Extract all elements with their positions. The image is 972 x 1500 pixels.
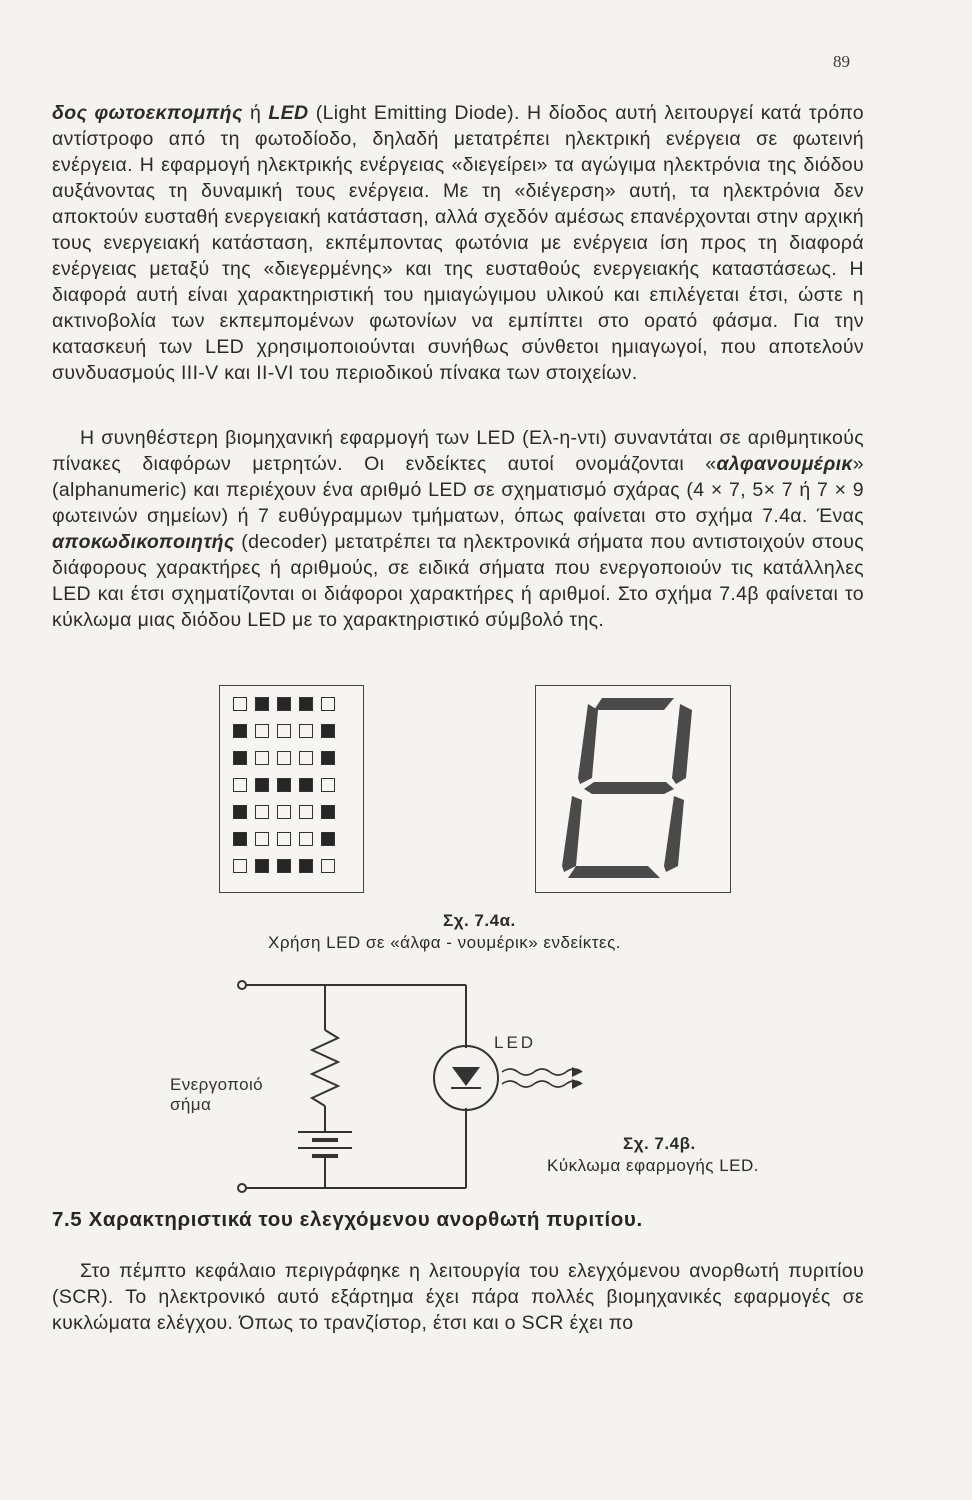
segment-g xyxy=(584,782,674,794)
led-dot-on xyxy=(321,805,335,819)
led-dot-off xyxy=(299,832,313,846)
section-heading: 7.5 Χαρακτηριστικά του ελεγχόμενου ανορθωτή πυριτίου. xyxy=(52,1208,643,1231)
segment-a xyxy=(594,698,674,710)
text-segment: ή xyxy=(242,102,269,124)
led-dot-on xyxy=(277,778,291,792)
dot-matrix-grid xyxy=(233,697,335,873)
led-dot-off xyxy=(255,751,269,765)
led-dot-off xyxy=(233,697,247,711)
segment-b xyxy=(672,704,692,784)
led-dot-on xyxy=(299,859,313,873)
figure-b-caption-text: Κύκλωμα εφαρμογής LED. xyxy=(547,1156,760,1175)
signal-label xyxy=(170,1075,263,1115)
led-dot-off xyxy=(255,832,269,846)
figure-b-caption-number: Σχ. 7.4β. xyxy=(623,1134,696,1153)
paragraph-led-applications xyxy=(52,425,864,633)
led-dot-off xyxy=(299,751,313,765)
led-dot-off xyxy=(277,832,291,846)
led-dot-off xyxy=(233,778,247,792)
paragraph-scr-intro xyxy=(52,1258,864,1336)
led-dot-off xyxy=(233,859,247,873)
seven-segment-svg xyxy=(536,686,732,894)
led-dot-off xyxy=(321,778,335,792)
led-dot-on xyxy=(321,751,335,765)
page-number: 89 xyxy=(833,52,850,71)
signal-label-line2: σήμα xyxy=(170,1095,212,1114)
led-dot-on xyxy=(299,778,313,792)
led-dot-off xyxy=(277,724,291,738)
segment-d xyxy=(568,866,660,878)
seven-segment-display xyxy=(535,685,731,893)
segment-e xyxy=(562,796,582,872)
led-dot-off xyxy=(321,859,335,873)
led-dot-on xyxy=(277,697,291,711)
text-segment: (decoder) μετατρέπει τα ηλεκτρονικά σήματα που αντιστοιχούν στους διάφορους χαρακτήρες ή αριθμούς, σε ειδικά σήματα που ενεργοποιούν τις κατάλληλες LED και έτσι σχηματίζονται οι διάφοροι χαρακτήρες ή αριθμοί. Στο σχήμα 7.4β φαίνεται το κύκλωμα μιας διόδου LED με το χαρακτηριστικό σύμβολό της. xyxy=(52,531,864,631)
led-dot-on xyxy=(255,697,269,711)
text-segment: Στο πέμπτο κεφάλαιο περιγράφηκε η λειτουργία του ελεγχόμενου ανορθωτή πυριτίου (SCR). Το ηλεκτρονικό αυτό εξάρτημα έχει πάρα πολλές βιομηχανικές εφαρμογές σε κυκλώματα ελέγχου. Όπως το τρανζίστορ, έτσι και ο SCR έχει πο xyxy=(52,1260,864,1334)
led-dot-off xyxy=(299,724,313,738)
led-dot-on xyxy=(233,724,247,738)
led-dot-off xyxy=(255,724,269,738)
segment-c xyxy=(664,796,684,872)
led-dot-off xyxy=(277,751,291,765)
text-segment: Η συνηθέστερη βιομηχανική εφαρμογή των LED (Ελ-η-ντι) συναντάται σε αριθμητικούς πίνακες διαφόρων μετρητών. Οι ενδείκτες αυτοί ονομάζονται « xyxy=(52,427,864,475)
text-segment: (Light Emitting Diode). Η δίοδος αυτή λειτουργεί κατά τρόπο αντίστροφο από τη φωτοδίοδο, δηλαδή μετατρέπει ηλεκτρική ενέργεια σε φωτεινή ενέργεια. Η εφαρμογή ηλεκτρικής ενέργειας «διεγείρει» τα αγώγιμα ηλεκτρόνια της διόδου αυξάνοντας τη δυναμική τους ενέργεια. Με τη «διέγερση» αυτή, τα ηλεκτρόνια δεν αποκτούν ευσταθή ενεργειακή κατάσταση, αλλά σχεδόν αμέσως επανέρχονται στην αρχική τους ενεργειακή κατάσταση, εκπέμποντας φωτόνια με ενέργεια ίση προς τη διαφορά ενέργειας μεταξύ της «διεγερμένης» και της ευσταθούς ενεργειακής καταστάσεως. Η διαφορά αυτή είναι χαρακτηριστική του ημιαγώγιμου υλικού και επιλέγεται έτσι, ώστε η ακτινοβολία των εκπεμπομένων φωτονίων να εμπίπτει στο ορατό φάσμα. Για την κατασκευή των LED χρησιμοποιούνται συνήθως σύνθετοι ημιαγωγοί, που αποτελούν συνδυασμούς III-V και II-VI του περιοδικού πίνακα των στοιχείων. xyxy=(52,102,864,384)
led-label: LED xyxy=(494,1033,537,1052)
led-dot-on xyxy=(277,859,291,873)
led-dot-off xyxy=(299,805,313,819)
figure-a-caption-text: Χρήση LED σε «άλφα - νουμέρικ» ενδείκτες. xyxy=(268,933,622,952)
led-dot-on xyxy=(233,832,247,846)
segment-f xyxy=(578,704,598,784)
led-dot-on xyxy=(321,724,335,738)
term-photoemission: δος φωτοεκπομπής xyxy=(52,102,243,124)
paragraph-led-definition xyxy=(52,100,864,386)
led-dot-off xyxy=(277,805,291,819)
led-dot-on xyxy=(233,751,247,765)
led-dot-on xyxy=(255,859,269,873)
text-segment: » (alphanumeric) και περιέχουν ένα αριθμό LED σε σχηματισμό σχάρας (4 × 7, 5× 7 ή 7 × 9 φωτεινών σημείων) ή 7 ευθύγραμμων τμήματων, όπως φαίνεται στο σχήμα 7.4α. Ένας xyxy=(52,453,864,527)
figure-a-caption-number: Σχ. 7.4α. xyxy=(443,911,516,930)
term-decoder: αποκωδικοποιητής xyxy=(52,531,235,553)
term-alphanumeric: αλφανουμέρικ xyxy=(716,453,853,475)
led-dot-off xyxy=(255,805,269,819)
signal-label-line1: Ενεργοποιό xyxy=(170,1075,263,1094)
led-dot-on xyxy=(255,778,269,792)
term-led: LED xyxy=(268,102,309,124)
led-dot-on xyxy=(321,832,335,846)
led-dot-off xyxy=(321,697,335,711)
led-dot-on xyxy=(233,805,247,819)
led-dot-on xyxy=(299,697,313,711)
dot-matrix-display xyxy=(219,685,364,893)
